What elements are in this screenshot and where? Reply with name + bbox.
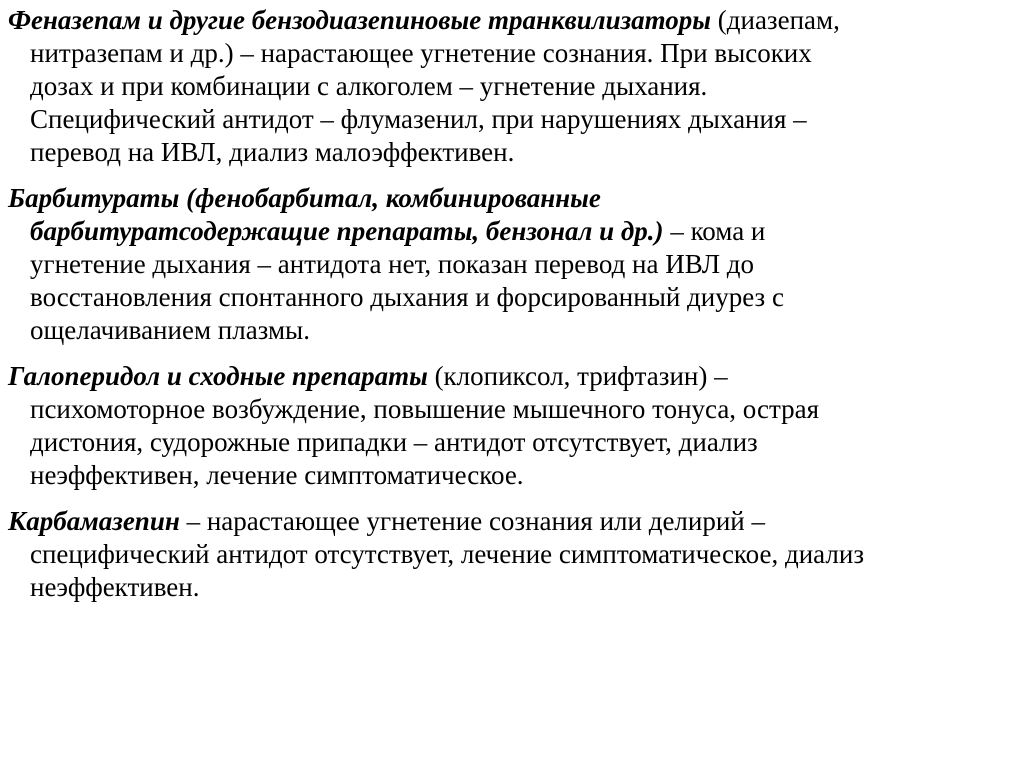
entry-benzodiazepines xyxy=(8,4,1012,169)
entry-term: Феназепам и другие бензодиазепиновые транквилизаторы xyxy=(8,5,712,35)
entry-carbamazepine xyxy=(8,505,1012,604)
entry-text: (клопиксол, трифтазин) – психомоторное возбуждение, повышение мышечного тонуса, острая дистония, судорожные припадки – антидот отсутствует, диализ неэффективен, лечение симптоматическое. xyxy=(30,361,819,490)
entry-text: – кома и угнетение дыхания – антидота нет, показан перевод на ИВЛ до восстановления спонтанного дыхания и форсированный диурез с ощелачиванием плазмы. xyxy=(30,216,784,345)
entry-term: Барбитураты (фенобарбитал, комбинированные барбитуратсодержащие препараты, бензонал и др.) xyxy=(8,183,664,246)
slide-body xyxy=(8,4,1012,617)
entry-text: – нарастающее угнетение сознания или делирий – специфический антидот отсутствует, лечение симптоматическое, диализ неэффективен. xyxy=(30,506,864,602)
entry-term: Галоперидол и сходные препараты xyxy=(8,361,428,391)
entry-text: (диазепам, нитразепам и др.) – нарастающее угнетение сознания. При высоких дозах и при комбинации с алкоголем – угнетение дыхания. Специфический антидот – флумазенил, при нарушениях дыхания – перевод на ИВЛ, диализ малоэффективен. xyxy=(30,5,840,167)
entry-term: Карбамазепин xyxy=(8,506,180,536)
entry-haloperidol xyxy=(8,360,1012,492)
entry-barbiturates xyxy=(8,182,1012,347)
